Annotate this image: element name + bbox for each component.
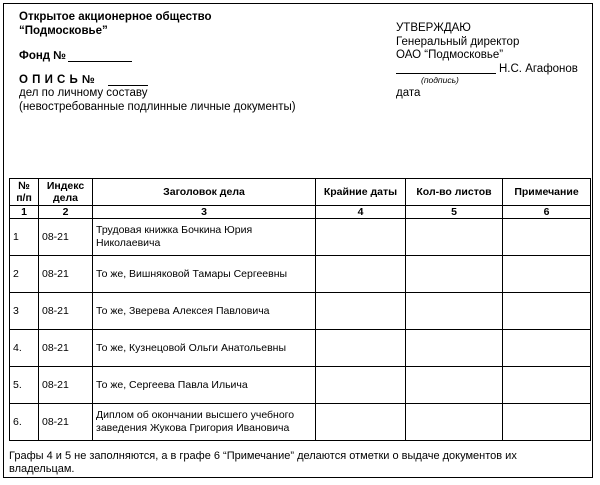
table-row	[10, 330, 591, 367]
inventory-table	[9, 178, 591, 441]
row-sheets	[406, 293, 503, 330]
fond-number-line	[68, 61, 132, 62]
row-dates	[316, 219, 406, 256]
row-note	[503, 367, 591, 404]
row-title: Трудовая книжка Бочкина Юрия Николаевича	[93, 219, 316, 256]
row-sheets	[406, 367, 503, 404]
column-header-note: Примечание	[503, 179, 591, 206]
footer-note: Графы 4 и 5 не заполняются, а в графе 6 “Примечание” делаются отметки о выдаче документов их владельцам.	[9, 450, 517, 475]
row-number: 3	[10, 293, 39, 330]
column-header-dates: Крайние даты	[316, 179, 406, 206]
approver-company: ОАО “Подмосковье”	[396, 49, 504, 61]
signature-hint: (подпись)	[421, 75, 459, 85]
row-number: 6.	[10, 404, 39, 441]
approver-name: Н.С. Агафонов	[499, 63, 578, 75]
row-note	[503, 256, 591, 293]
row-dates	[316, 293, 406, 330]
row-number: 1	[10, 219, 39, 256]
column-number: 2	[39, 206, 93, 219]
column-number: 1	[10, 206, 39, 219]
row-title: То же, Сергеева Павла Ильича	[93, 367, 316, 404]
row-title: То же, Вишняковой Тамары Сергеевны	[93, 256, 316, 293]
date-label: дата	[396, 87, 421, 99]
row-dates	[316, 404, 406, 441]
row-index: 08-21	[39, 293, 93, 330]
table-row	[10, 219, 591, 256]
row-title: Диплом об окончании высшего учебного заведения Жукова Григория Ивановича	[93, 404, 316, 441]
column-number: 6	[503, 206, 591, 219]
row-sheets	[406, 219, 503, 256]
table-row	[10, 256, 591, 293]
row-title: То же, Зверева Алексея Павловича	[93, 293, 316, 330]
row-index: 08-21	[39, 256, 93, 293]
column-header-number: № п/п	[10, 179, 39, 206]
fond-label: Фонд №	[19, 50, 67, 62]
row-dates	[316, 256, 406, 293]
row-index: 08-21	[39, 330, 93, 367]
org-name-line1: Открытое акционерное общество	[19, 11, 212, 23]
column-number-row	[10, 206, 591, 219]
table-row	[10, 293, 591, 330]
row-note	[503, 293, 591, 330]
row-sheets	[406, 404, 503, 441]
row-dates	[316, 330, 406, 367]
row-dates	[316, 367, 406, 404]
row-index: 08-21	[39, 219, 93, 256]
row-number: 2	[10, 256, 39, 293]
row-note	[503, 404, 591, 441]
approve-title: УТВЕРЖДАЮ	[396, 22, 471, 34]
approver-position: Генеральный директор	[396, 36, 520, 48]
row-number: 5.	[10, 367, 39, 404]
row-note	[503, 219, 591, 256]
column-number: 4	[316, 206, 406, 219]
opis-description-line1: дел по личному составу	[19, 87, 148, 99]
row-note	[503, 330, 591, 367]
row-number: 4.	[10, 330, 39, 367]
opis-number-line	[108, 85, 148, 86]
column-header-title: Заголовок дела	[93, 179, 316, 206]
row-sheets	[406, 330, 503, 367]
row-index: 08-21	[39, 404, 93, 441]
table-header-row	[10, 179, 591, 206]
row-index: 08-21	[39, 367, 93, 404]
org-name-line2: “Подмосковье”	[19, 25, 108, 37]
table-row	[10, 367, 591, 404]
opis-label: О П И С Ь №	[19, 74, 96, 86]
opis-description-line2: (невостребованные подлинные личные документы)	[19, 101, 296, 113]
column-header-sheets: Кол-во листов	[406, 179, 503, 206]
column-number: 5	[406, 206, 503, 219]
column-number: 3	[93, 206, 316, 219]
column-header-index: Индекс дела	[39, 179, 93, 206]
row-title: То же, Кузнецовой Ольги Анатольевны	[93, 330, 316, 367]
row-sheets	[406, 256, 503, 293]
table-row	[10, 404, 591, 441]
